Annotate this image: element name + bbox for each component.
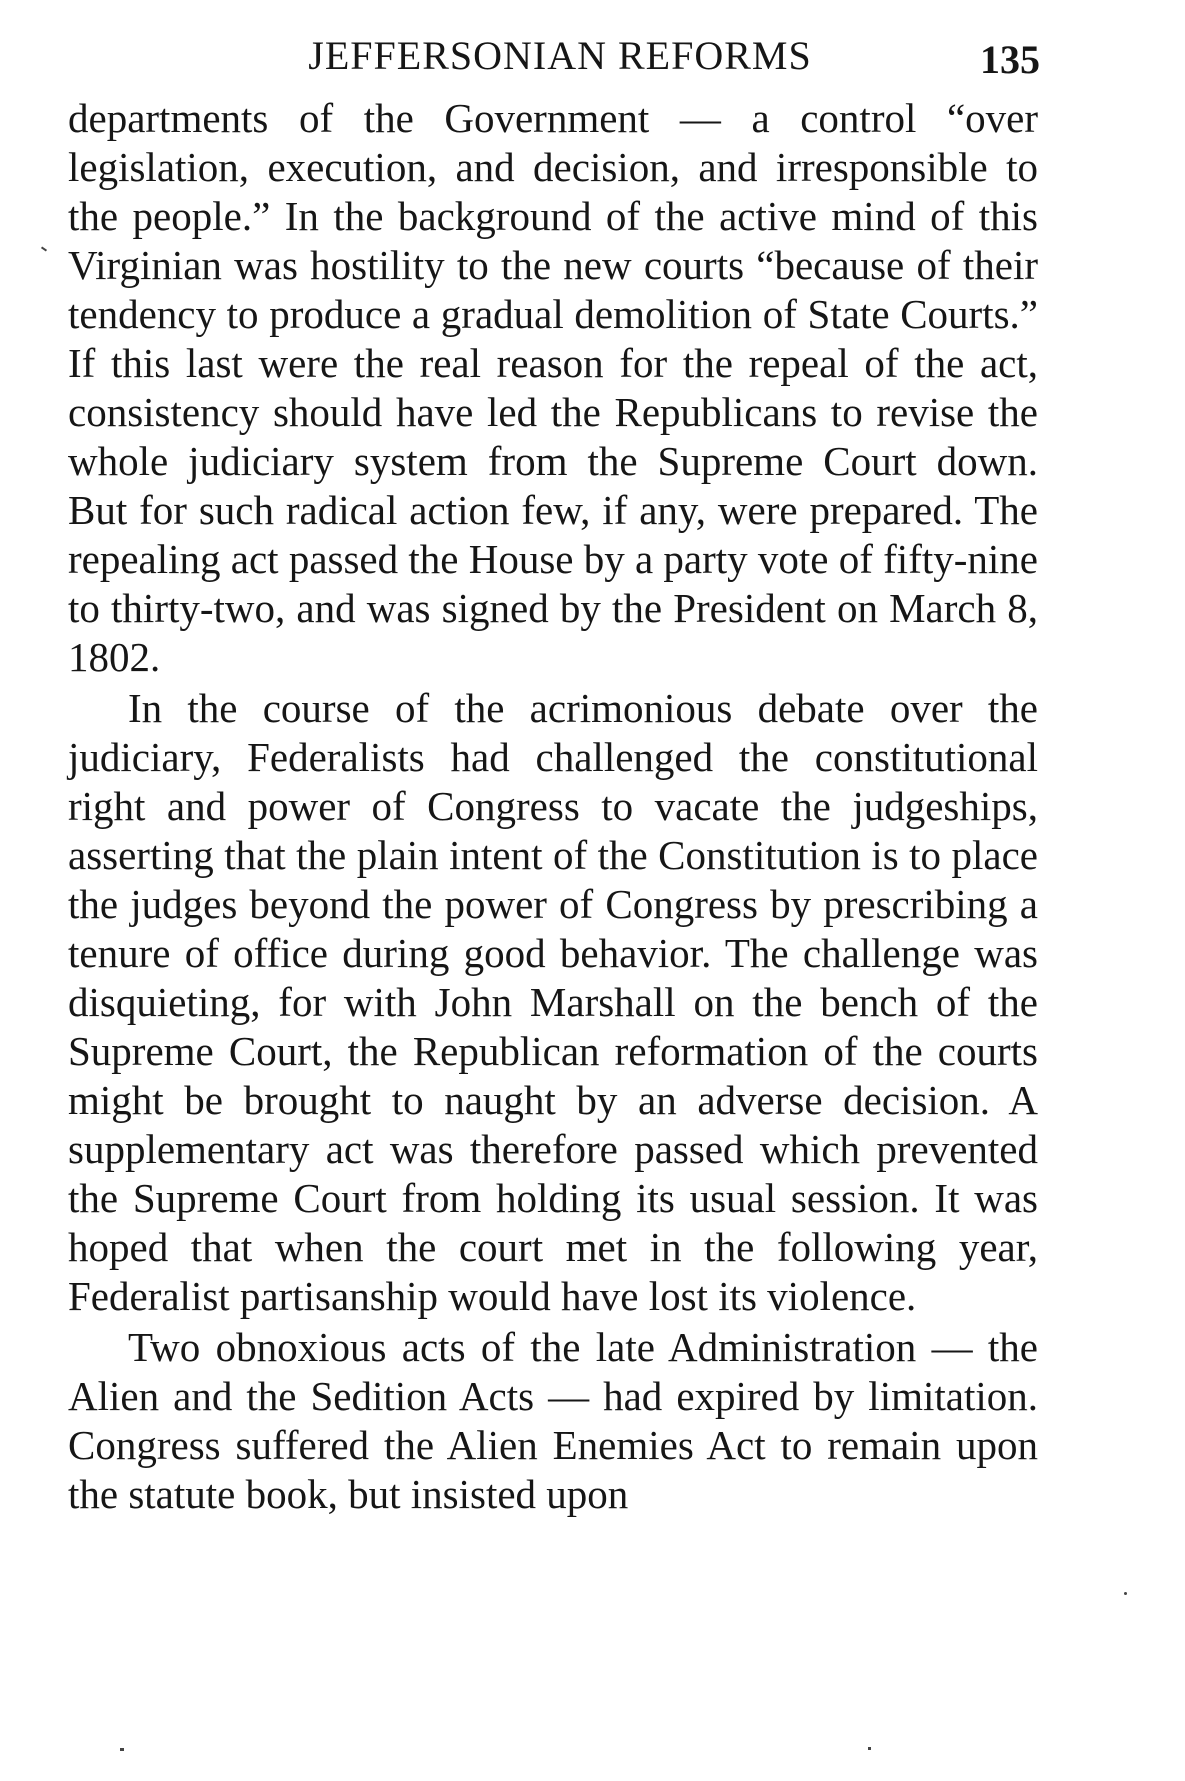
scan-speck-left bbox=[41, 246, 47, 251]
running-header bbox=[80, 28, 1040, 88]
paragraph-3: Two obnoxious acts of the late Administration — the Alien and the Sedition Acts — had expired by limitation. Congress suffered the Alien Enemies Act to remain upon the statute book, but insisted upon bbox=[68, 1324, 1038, 1517]
paragraph-2: In the course of the acrimonious debate over the judiciary, Federalists had challenged the constitutional right and power of Congress to vacate the judgeships, asserting that the plain intent of the Constitution is to place the judges beyond the power of Congress by prescribing a tenure of office during good behavior. The challenge was disquieting, for with John Marshall on the bench of the Supreme Court, the Republican reformation of the courts might be brought to naught by an adverse decision. A supplementary act was therefore passed which prevented the Supreme Court from holding its usual session. It was hoped that when the court met in the following year, Federalist partisanship would have lost its violence. bbox=[68, 685, 1038, 1319]
page-number: 135 bbox=[980, 37, 1040, 82]
running-title: JEFFERSONIAN REFORMS bbox=[308, 33, 812, 78]
scan-speck-right bbox=[1124, 1592, 1127, 1595]
body-text bbox=[68, 94, 1038, 1519]
scan-speck-bottom-right bbox=[868, 1747, 871, 1750]
scan-speck-bottom-left bbox=[120, 1748, 124, 1751]
paragraph-1: departments of the Government — a control “over legislation, execution, and decision, and irresponsible to the people.” In the background of the active mind of this Virginian was hostility to the new courts “because of their tendency to produce a gradual demolition of State Courts.” If this last were the real reason for the repeal of the act, consistency should have led the Republicans to revise the whole judiciary system from the Supreme Court down. But for such radical action few, if any, were prepared. The repealing act passed the House by a party vote of fifty-nine to thirty-two, and was signed by the President on March 8, 1802. bbox=[68, 95, 1038, 680]
